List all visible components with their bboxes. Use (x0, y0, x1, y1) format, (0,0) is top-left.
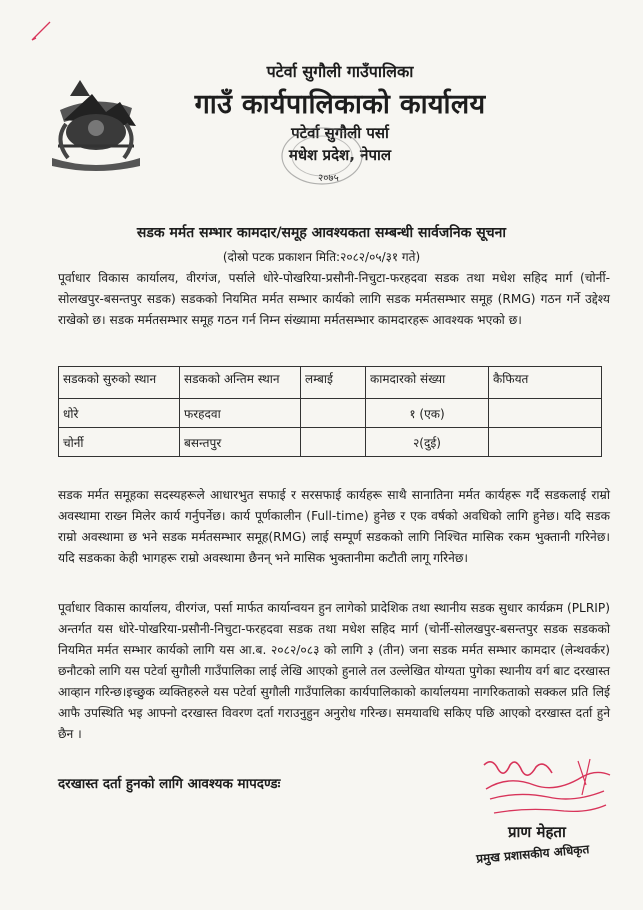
table-cell: फरहदवा (180, 399, 301, 428)
column-header: कामदारको संख्या (366, 367, 489, 399)
government-emblem-logo (40, 76, 152, 172)
seal-year-text: २०७५ (318, 173, 339, 184)
table-row (59, 428, 602, 457)
application-call-paragraph: पूर्वाधार विकास कार्यालय, वीरगंज, पर्सा मार्फत कार्यान्वयन हुन लागेको प्रादेशिक तथा स्थानीय सडक सुधार कार्यक्रम (PLRIP) अन्तर्गत यस धोरे-पोखरिया-प्रसौनी-निचुटा-फरहदवा सडक तथा मधेश सहिद मार्ग (चोर्नी-सोलखपुर-बसन्तपुर सडक सडकको नियमित मर्मत सम्भार कार्यको लागि यस आ.ब. २०८२/०८३ को लागि ३ (तीन) जना सडक मर्मत सम्भार कामदार (लेन्थवर्कर) छनौटको लागि यस पटेर्वा सुगौली गाउँपालिका लाई लेखि आएको हुनाले तल उल्लेखित योग्यता पुगेका स्थानीय वर्ग बाट दरखास्त आव्हान गरिन्छ।इच्छुक व्यक्तिहरुले यस पटेर्वा सुगौली गाउँपालिका कार्यपालिकाको कार्यालयमा नागरिकताको सक्कल प्रति लिई आफै उपस्थिति भइ आफ्नो दरखास्त विवरण दर्ता गराउनुहुन अनुरोध गरिन्छ। समयावधि सकिए पछि आएको दरखास्त दर्ता हुने छैन । (58, 601, 610, 741)
table-cell: २(दुई) (366, 428, 489, 457)
table-cell: चोर्नी (59, 428, 180, 457)
signatory-name: प्राण मेहता (508, 823, 566, 841)
table-cell (301, 428, 366, 457)
municipality-name: पटेर्वा सुगौली गाउँपालिका (266, 62, 414, 81)
column-header: लम्बाई (301, 367, 366, 399)
notice-publication-date: (दोस्रो पटक प्रकाशन मिति:२०८२/०५/३१ गते) (222, 250, 421, 264)
table-cell (489, 399, 602, 428)
table-cell: १ (एक) (366, 399, 489, 428)
province-country: मधेश प्रदेश, नेपाल (288, 146, 392, 164)
table-header-row (59, 367, 602, 399)
office-address: पटेर्वा सुगौली पर्सा (291, 124, 389, 142)
table-cell: धोरे (59, 399, 180, 428)
notice-title: सडक मर्मत सम्भार कामदार/समूह आवश्यकता सम्बन्धी सार्वजनिक सूचना (136, 225, 507, 241)
duties-paragraph: सडक मर्मत समूहका सदस्यहरूले आधारभुत सफाई र सरसफाई कार्यहरू साथै सानातिना मर्मत कार्यहरू गर्दै सडकलाई राम्रो अवस्थामा राख्न मिलेर कार्य गर्नुपर्नेछ। कार्य पूर्णकालीन (Full-time) हुनेछ र एक वर्षको अवधिको लागि हुनेछ। यदि सडक राम्रो अवस्थामा छ भने सडक मर्मतसम्भार समूह(RMG) लाई सम्पूर्ण सडकको लागि निश्चित मासिक रकम भुक्तानी गरिनेछ। यदि सडकका केही भागहरू राम्रो अवस्थामा छैनन् भने मासिक भुक्तानीमा कटौती लागू गरिनेछ। (58, 488, 610, 565)
pen-mark (28, 18, 54, 44)
signatory-title: प्रमुख प्रशासकीय अधिकृत (475, 842, 590, 866)
handwritten-signature (478, 755, 618, 827)
column-header: सडकको अन्तिम स्थान (180, 367, 301, 399)
table-cell: बसन्तपुर (180, 428, 301, 457)
table-cell (301, 399, 366, 428)
worker-requirement-table (58, 366, 602, 457)
column-header: कैफियत (489, 367, 602, 399)
table-row (59, 399, 602, 428)
column-header: सडकको सुरुको स्थान (59, 367, 180, 399)
requirements-heading: दरखास्त दर्ता हुनको लागि आवश्यक मापदण्डः (58, 776, 281, 792)
table-cell (489, 428, 602, 457)
intro-paragraph: पूर्वाधार विकास कार्यालय, वीरगंज, पर्साले धोरे-पोखरिया-प्रसौनी-निचुटा-फरहदवा सडक तथा मधेश सहिद मार्ग (चोर्नी-सोलखपुर-बसन्तपुर सडक) सडकको नियमित मर्मत सम्भार कार्यको लागि सडक मर्मतसम्भार समूह (RMG) गठन गर्ने उद्देश्य राखेको छ। सडक मर्मतसम्भार समूह गठन गर्न निम्न संख्यामा मर्मतसम्भार कामदारहरू आवश्यक भएको छ। (58, 271, 610, 327)
office-name: गाउँ कार्यपालिकाको कार्यालय (194, 89, 486, 120)
